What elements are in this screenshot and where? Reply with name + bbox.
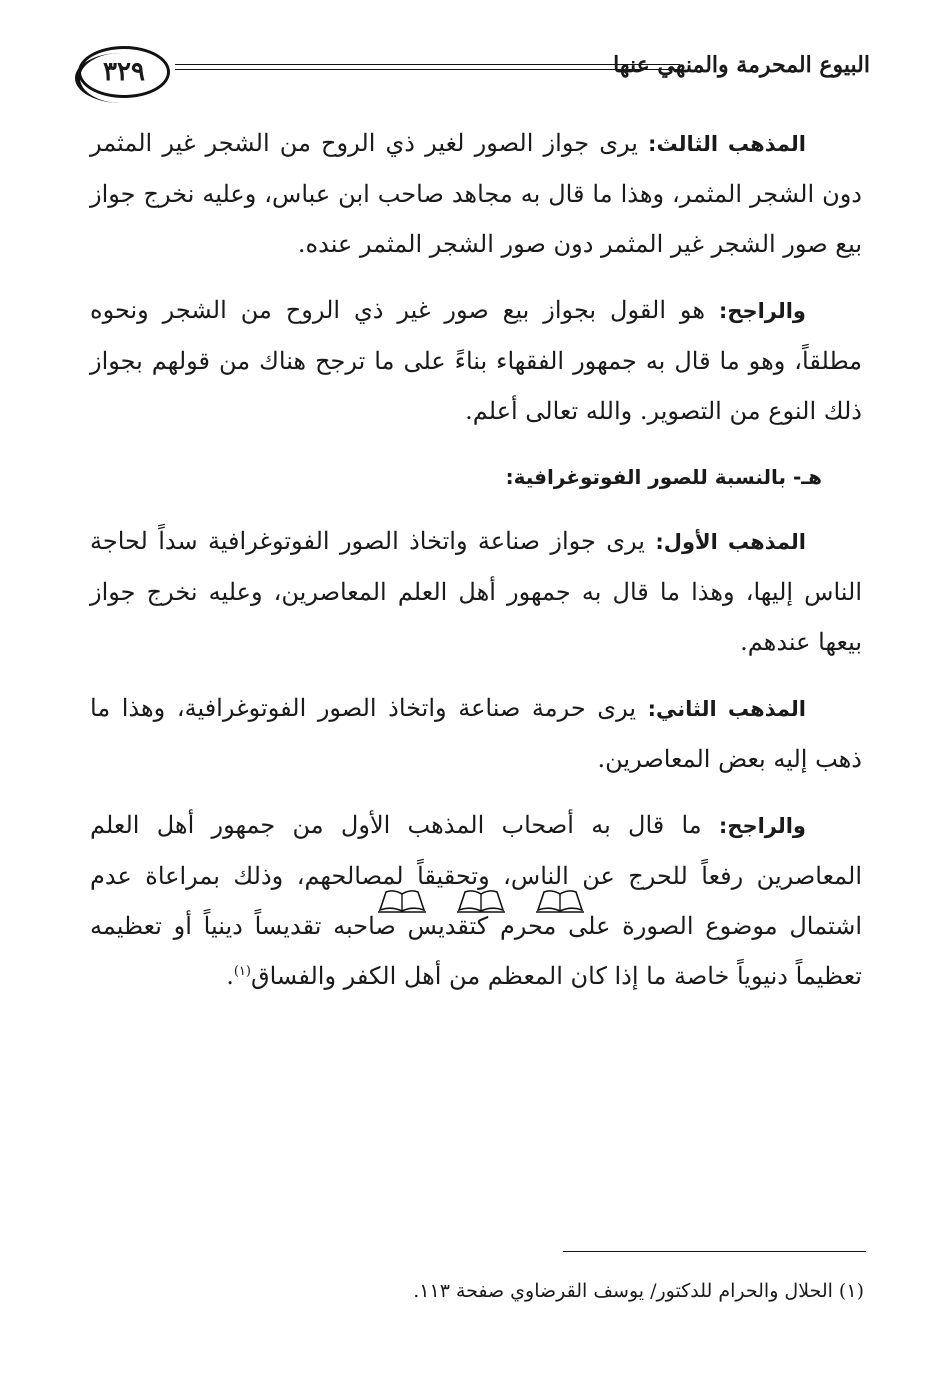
section-end-ornaments (376, 886, 586, 916)
footnote-separator (563, 1251, 866, 1252)
footnote-reference[interactable]: (١) (233, 964, 251, 979)
paragraph-third-school (90, 118, 862, 269)
paragraph-lead: والراجح: (718, 299, 806, 323)
running-title: البيوع المحرمة والمنهي عنها (613, 52, 870, 78)
paragraph-text: يرى جواز الصور لغير ذي الروح من الشجر غير المثمر دون الشجر المثمر، وهذا ما قال به مجاهد صاحب ابن عباس، وعليه نخرج جواز بيع صور الشجر غير المثمر دون صور الشجر المثمر عنده. (90, 129, 862, 258)
footnote: (١) الحلال والحرام للدكتور/ يوسف القرضاوي صفحة ١١٣. (413, 1280, 864, 1302)
paragraph-preferred-opinion (90, 285, 862, 436)
paragraph-lead: المذهب الأول: (655, 530, 806, 554)
page-number (78, 46, 170, 98)
open-book-icon (534, 886, 586, 914)
paragraph-lead: المذهب الثاني: (647, 697, 806, 721)
section-subheading: هـ- بالنسبة للصور الفوتوغرافية: (505, 465, 822, 489)
page-number-text: ٣٢٩ (103, 57, 145, 87)
page-header (70, 44, 870, 104)
paragraph-text: يرى حرمة صناعة واتخاذ الصور الفوتوغرافية، وهذا ما ذهب إليه بعض المعاصرين. (90, 694, 862, 773)
body-text (90, 118, 862, 1017)
paragraph-text: ما قال به أصحاب المذهب الأول من جمهور أهل العلم المعاصرين رفعاً للحرج عن الناس، وتحقيقاً لمصالحهم، وذلك بمراعاة عدم اشتمال موضوع الصورة على محرم كتقديس صاحبه تقديساً دينياً أو تعظيمه تعظيماً دنيوياً خاصة ما إذا كان المعظم من أهل الكفر والفساق (90, 811, 863, 990)
header-rule (175, 64, 680, 70)
open-book-icon (455, 886, 507, 914)
paragraph-lead: المذهب الثالث: (648, 132, 807, 156)
open-book-icon (376, 886, 428, 914)
paragraph-text: يرى جواز صناعة واتخاذ الصور الفوتوغرافية سداً لحاجة الناس إليها، وهذا ما قال به جمهور أهل العلم المعاصرين، وعليه نخرج جواز بيعها عندهم. (90, 527, 862, 656)
paragraph-lead: والراجح: (718, 814, 806, 838)
paragraph-first-school (90, 516, 862, 667)
paragraph-second-school (90, 683, 862, 784)
paragraph-end: . (226, 962, 234, 990)
paragraph-text: هو القول بجواز بيع صور غير ذي الروح من الشجر ونحوه مطلقاً، وهو ما قال به جمهور الفقهاء بناءً على ما ترجح هناك من قولهم بجواز ذلك النوع من التصوير. والله تعالى أعلم. (90, 296, 862, 425)
